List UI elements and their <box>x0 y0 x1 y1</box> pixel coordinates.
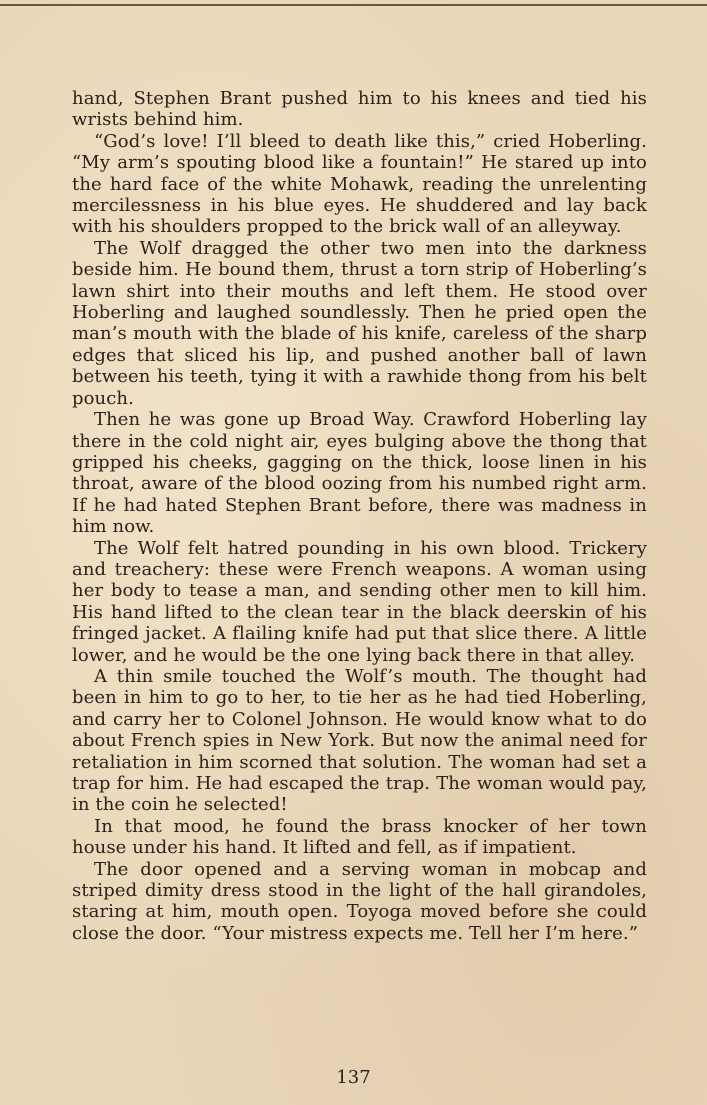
paragraph: A thin smile touched the Wolf’s mouth. The thought had been in him to go to her, to tie her as he had tied Hoberling, and carry her to Colonel Johnson. He would know what to do about French spies in New York. But now the animal need for retaliation in him scorned that solution. The woman had set a trap for him. He had escaped the trap. The woman would pay, in the coin he selected! <box>72 665 647 816</box>
paragraph: The door opened and a serving woman in mobcap and striped dimity dress stood in the light of the hall girandoles, staring at him, mouth open. Toyoga moved before she could close the door. “Your mistress expects me. Tell her I’m here.” <box>72 858 647 944</box>
page-text <box>72 88 647 944</box>
page-number: 137 <box>336 1067 371 1088</box>
paragraph: The Wolf dragged the other two men into the darkness beside him. He bound them, thrust a torn strip of Hoberling’s lawn shirt into their mouths and left them. He stood over Hoberling and laughed soundlessly. Then he pried open the man’s mouth with the blade of his knife, careless of the sharp edges that sliced his lip, and pushed another ball of lawn between his teeth, tying it with a rawhide thong from his belt pouch. <box>72 237 647 409</box>
paragraph: In that mood, he found the brass knocker of her town house under his hand. It lifted and fell, as if impatient. <box>72 815 647 859</box>
paragraph: The Wolf felt hatred pounding in his own blood. Trickery and treachery: these were French weapons. A woman using her body to tease a man, and sending other men to kill him. His hand lifted to the clean tear in the black deerskin of his fringed jacket. A flailing knife had put that slice there. A little lower, and he would be the one lying back there in that alley. <box>72 537 647 666</box>
paragraph: “God’s love! I’ll bleed to death like this,” cried Hoberling. “My arm’s spouting blood like a fountain!” He stared up into the hard face of the white Mohawk, reading the unrelenting mercilessness in his blue eyes. He shuddered and lay back with his shoulders propped to the brick wall of an alleyway. <box>72 130 647 238</box>
paragraph: Then he was gone up Broad Way. Crawford Hoberling lay there in the cold night air, eyes bulging above the thong that gripped his cheeks, gagging on the thick, loose linen in his throat, aware of the blood oozing from his numbed right arm. If he had hated Stephen Brant before, there was madness in him now. <box>72 409 647 538</box>
paragraph: hand, Stephen Brant pushed him to his knees and tied his wrists behind him. <box>72 88 647 131</box>
top-rule <box>0 4 707 6</box>
